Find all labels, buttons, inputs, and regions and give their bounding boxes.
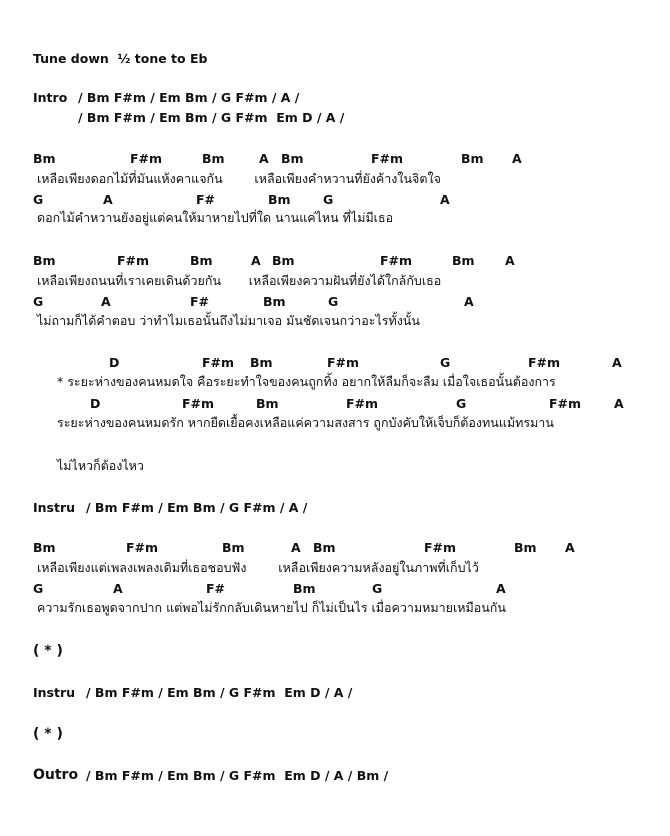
outro-label: Outro <box>33 767 79 783</box>
chord: F#m <box>117 253 150 268</box>
chord: F#m <box>327 355 360 370</box>
chord: Bm <box>313 540 336 555</box>
chord: F#m <box>202 355 235 370</box>
chord: G <box>33 192 44 207</box>
repeat-chorus-marker: ( * ) <box>33 643 63 659</box>
lyric-line: * ระยะห่างของคนหมดใจ คือระยะทำใจของคนถูกทิ้ง อยากให้ลืมก็จะลืม เมื่อใจเธอนั้นต้องการ <box>57 374 556 389</box>
chord: A <box>291 540 301 555</box>
chord: G <box>372 581 383 596</box>
instru-label: Instru <box>33 500 76 515</box>
chord: Bm <box>514 540 537 555</box>
chord: G <box>328 294 339 309</box>
chord: Bm <box>293 581 316 596</box>
instru-label: Instru <box>33 685 76 700</box>
lyric-line: เหลือเพียงดอกไม้ที่มันแห้งคาแจกัน เหลือเพียงคำหวานที่ยังค้างในจิตใจ <box>37 171 441 186</box>
lyric-line: เหลือเพียงแต่เพลงเพลงเดิมที่เธอชอบฟัง เหลือเพียงความหลังอยู่ในภาพที่เก็บไว้ <box>37 560 479 575</box>
chord: Bm <box>33 253 56 268</box>
chord: A <box>512 151 522 166</box>
chord: D <box>90 396 101 411</box>
chord: Bm <box>250 355 273 370</box>
chord: Bm <box>263 294 286 309</box>
chord: A <box>565 540 575 555</box>
tuning-note: Tune down ½ tone to Eb <box>33 51 208 66</box>
lyric-line: ระยะห่างของคนหมดรัก หากยืดเยื้อคงเหลือแค่ความสงสาร ถูกบังคับให้เจ็บก็ต้องทนแม้ทรมาน <box>57 415 554 430</box>
chord: Bm <box>33 540 56 555</box>
chord: G <box>323 192 334 207</box>
lyric-line: ดอกไม้คำหวานยังอยู่แต่คนให้มาหายไปที่ใด นานแค่ไหน ที่ไม่มีเธอ <box>37 210 394 225</box>
chord: Bm <box>33 151 56 166</box>
chord: Bm <box>452 253 475 268</box>
chord: F# <box>206 581 226 596</box>
chord: Bm <box>281 151 304 166</box>
chord: A <box>496 581 506 596</box>
repeat-chorus-marker: ( * ) <box>33 726 63 742</box>
chord: A <box>614 396 624 411</box>
chord: F# <box>190 294 210 309</box>
chord: A <box>505 253 515 268</box>
chord: F#m <box>130 151 163 166</box>
intro-chords-line1: / Bm F#m / Em Bm / G F#m / A / <box>78 90 300 105</box>
outro-chords: / Bm F#m / Em Bm / G F#m Em D / A / Bm / <box>86 768 389 783</box>
intro-chords-line2: / Bm F#m / Em Bm / G F#m Em D / A / <box>78 110 345 125</box>
chord: F#m <box>424 540 457 555</box>
chord: A <box>101 294 111 309</box>
chord: G <box>456 396 467 411</box>
instru-chords: / Bm F#m / Em Bm / G F#m / A / <box>86 500 308 515</box>
chord: Bm <box>190 253 213 268</box>
lyric-line: ไม่ถามก็ได้คำตอบ ว่าทำไมเธอนั้นถึงไม่มาเจอ มันชัดเจนกว่าอะไรทั้งนั้น <box>37 313 420 328</box>
chord: A <box>464 294 474 309</box>
chord: Bm <box>461 151 484 166</box>
intro-label: Intro <box>33 90 68 105</box>
chord: Bm <box>202 151 225 166</box>
chord: A <box>251 253 261 268</box>
chord: Bm <box>268 192 291 207</box>
chord: G <box>33 294 44 309</box>
chord: F#m <box>380 253 413 268</box>
lyric-line: เหลือเพียงถนนที่เราเคยเดินด้วยกัน เหลือเพียงความฝันที่ยังได้ใกล้กับเธอ <box>37 273 442 288</box>
chord: F#m <box>371 151 404 166</box>
chord: G <box>440 355 451 370</box>
chord: F#m <box>346 396 379 411</box>
chord: F#m <box>182 396 215 411</box>
chord: G <box>33 581 44 596</box>
chord: A <box>113 581 123 596</box>
lyric-line: ไม่ไหวก็ต้องไหว <box>57 458 144 473</box>
lyric-line: ความรักเธอพูดจากปาก แต่พอไม่รักกลับเดินหายไป ก็ไม่เป็นไร เมื่อความหมายเหมือนกัน <box>37 600 506 615</box>
chord: F#m <box>549 396 582 411</box>
instru-chords: / Bm F#m / Em Bm / G F#m Em D / A / <box>86 685 353 700</box>
chord: F# <box>196 192 216 207</box>
chord: Bm <box>222 540 245 555</box>
chord: A <box>259 151 269 166</box>
chord: A <box>440 192 450 207</box>
chord: A <box>612 355 622 370</box>
chord: Bm <box>256 396 279 411</box>
chord: A <box>103 192 113 207</box>
chord: F#m <box>126 540 159 555</box>
chord: F#m <box>528 355 561 370</box>
chord: Bm <box>272 253 295 268</box>
chord: D <box>109 355 120 370</box>
